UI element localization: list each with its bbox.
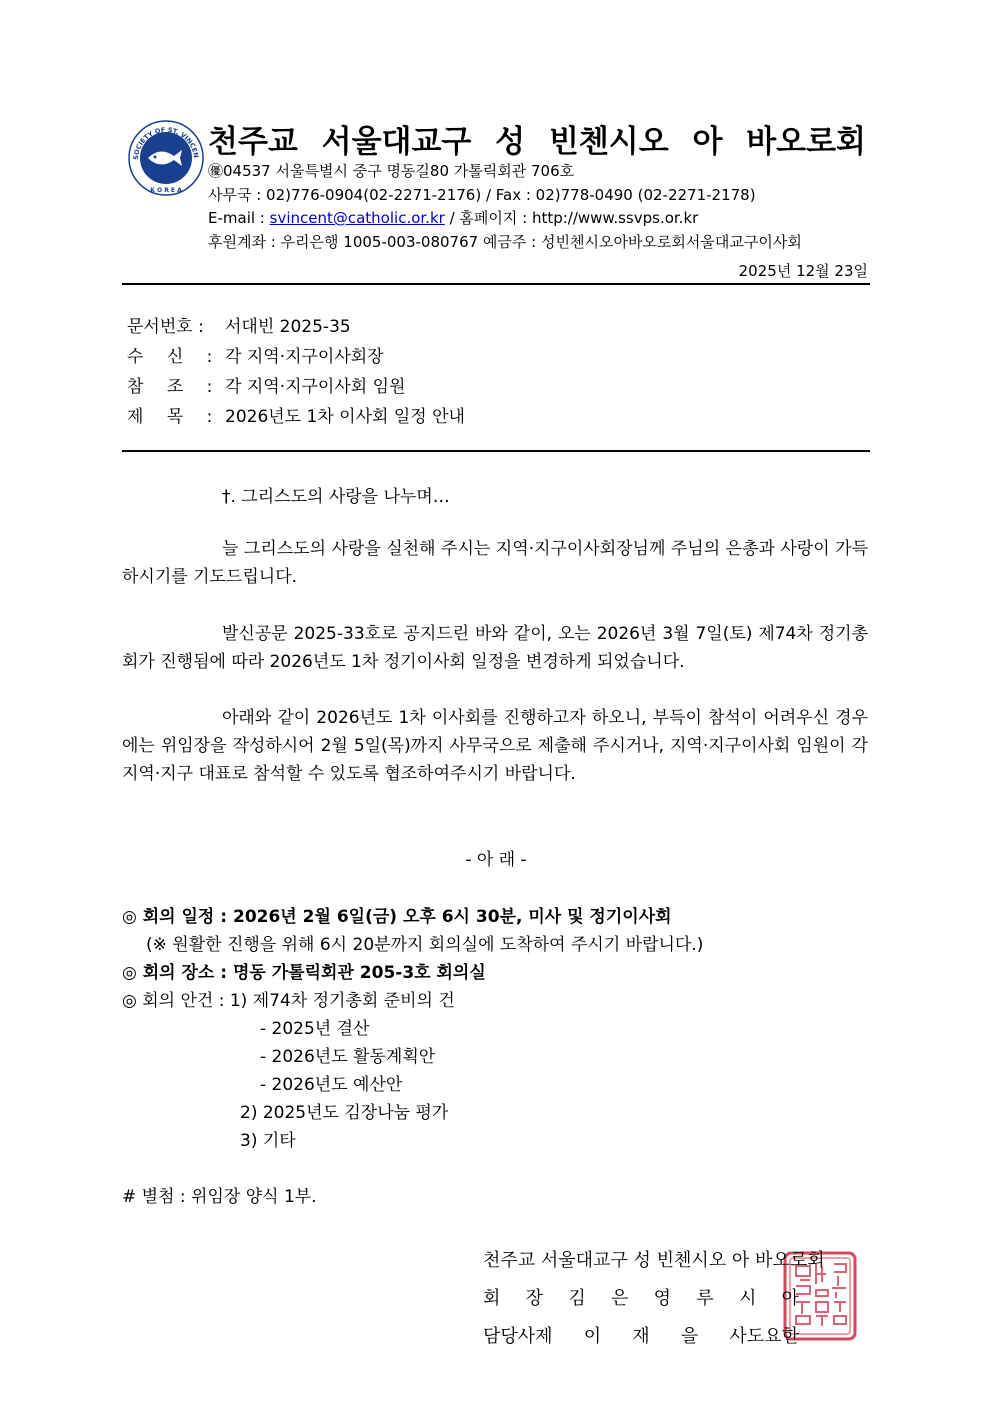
signature-priest-line: [483, 1322, 799, 1348]
title-word: 성: [495, 124, 526, 160]
signature-char: 시: [738, 1288, 757, 1309]
organization-title: [208, 116, 866, 161]
signature-char: 을: [680, 1326, 699, 1347]
society-logo: [128, 120, 204, 196]
signature-organization: 천주교 서울대교구 성 빈첸시오 아 바오로회: [483, 1250, 825, 1271]
attachment-note: # 별첨 : 위임장 양식 1부.: [122, 1187, 317, 1207]
account-line: 후원계좌 : 우리은행 1005-003-080767 예금주 : 성빈첸시오아바오로회서울대교구이사회: [208, 233, 802, 251]
email-label: E-mail :: [208, 209, 270, 227]
paragraph-2: [122, 620, 868, 676]
greeting: †. 그리스도의 사랑을 나누며…: [222, 487, 450, 507]
title-word: 천주교: [208, 124, 298, 160]
email-link[interactable]: svincent@catholic.or.kr: [269, 209, 445, 227]
phone-line: 사무국 : 02)776-0904(02-2271-2176) / Fax : 02)778-0490 (02-2271-2178): [208, 186, 756, 204]
signature-char: 김: [568, 1288, 586, 1309]
schedule-note: (※ 원활한 진행을 위해 6시 20분까지 회의실에 도착하여 주시기 바랍니다.): [146, 935, 704, 955]
title-word: 아: [692, 124, 723, 160]
recipient-value: 각 지역·지구이사회장: [225, 347, 384, 367]
reference-row: [127, 372, 406, 397]
signature-char: 담당사제: [483, 1326, 553, 1347]
subject-label: 제 목 :: [127, 407, 222, 427]
header-divider: [122, 283, 870, 285]
signature-char: 루: [696, 1288, 714, 1309]
signature-char: 영: [653, 1288, 672, 1309]
doc-number-value: 서대빈 2025-35: [225, 317, 351, 337]
recipient-label: 수 신 :: [127, 347, 222, 367]
doc-number-label: 문서번호 :: [127, 317, 204, 337]
paragraph-1-text: 늘 그리스도의 사랑을 실천해 주시는 지역·지구이사회장님께 주님의 은총과 사랑이 가득하시기를 기도드립니다.: [122, 539, 868, 587]
signature-char: 이: [583, 1326, 602, 1347]
signature-char: 사도요한: [729, 1326, 799, 1347]
subject-row: [127, 402, 465, 427]
doc-number-row: [127, 312, 351, 337]
signature-char: 은: [610, 1288, 629, 1309]
agenda-sub-item: - 2025년 결산: [260, 1019, 370, 1039]
homepage-text: / 홈페이지 : http://www.ssvps.or.kr: [444, 209, 699, 227]
meeting-schedule: ◎ 회의 일정 : 2026년 2월 6일(금) 오후 6시 30분, 미사 및 정기이사회: [122, 907, 672, 927]
signature-char: 재: [632, 1326, 650, 1347]
paragraph-1: [122, 535, 868, 591]
signature-president-line: [483, 1284, 799, 1310]
signature-char: 아: [781, 1288, 799, 1309]
reference-label: 참 조 :: [127, 377, 222, 397]
contact-line: [208, 207, 698, 228]
agenda-sub-item: - 2026년도 예산안: [260, 1075, 403, 1095]
logo-ring-text: SOCIETY OF ST. VINCEN: [131, 125, 200, 161]
subject-value: 2026년도 1차 이사회 일정 안내: [225, 407, 465, 427]
paragraph-3: [122, 704, 868, 788]
agenda-item-2: 2) 2025년도 김장나눔 평가: [240, 1103, 449, 1123]
reference-value: 각 지역·지구이사회 임원: [225, 377, 406, 397]
title-word: 서울대교구: [321, 124, 472, 160]
meeting-place: ◎ 회의 장소 : 명동 가톨릭회관 205-3호 회의실: [122, 963, 486, 983]
agenda-item-3: 3) 기타: [240, 1131, 296, 1151]
logo-bottom-text: K O R E A: [150, 187, 182, 194]
document-date: 2025년 12월 23일: [738, 262, 868, 280]
agenda-sub-item: - 2026년도 활동계획안: [260, 1047, 436, 1067]
recipient-row: [127, 342, 384, 367]
signature-char: 장: [525, 1288, 544, 1309]
signature-char: 회: [483, 1288, 501, 1309]
meta-divider: [122, 450, 870, 452]
paragraph-3-text: 아래와 같이 2026년도 1차 이사회를 진행하고자 하오니, 부득이 참석이 어려우신 경우에는 위임장을 작성하시어 2월 5일(목)까지 사무국으로 제출해 주시거나, 지역·지구이사회 임원이 각 지역·지구 대표로 참석할 수 있도록 협조하여주시기 바랍니다.: [122, 708, 868, 784]
address-line: ㊝04537 서울특별시 중구 명동길80 가톨릭회관 706호: [208, 162, 575, 180]
paragraph-2-text: 발신공문 2025-33호로 공지드린 바와 같이, 오는 2026년 3월 7일(토) 제74차 정기총회가 진행됨에 따라 2026년도 1차 정기이사회 일정을 변경하게 되었습니다.: [122, 624, 868, 672]
meeting-agenda: ◎ 회의 안건 : 1) 제74차 정기총회 준비의 건: [122, 991, 455, 1011]
notice-heading: - 아 래 -: [465, 850, 527, 870]
title-word: 빈첸시오: [548, 124, 669, 160]
title-word: 바오로회: [746, 124, 866, 160]
